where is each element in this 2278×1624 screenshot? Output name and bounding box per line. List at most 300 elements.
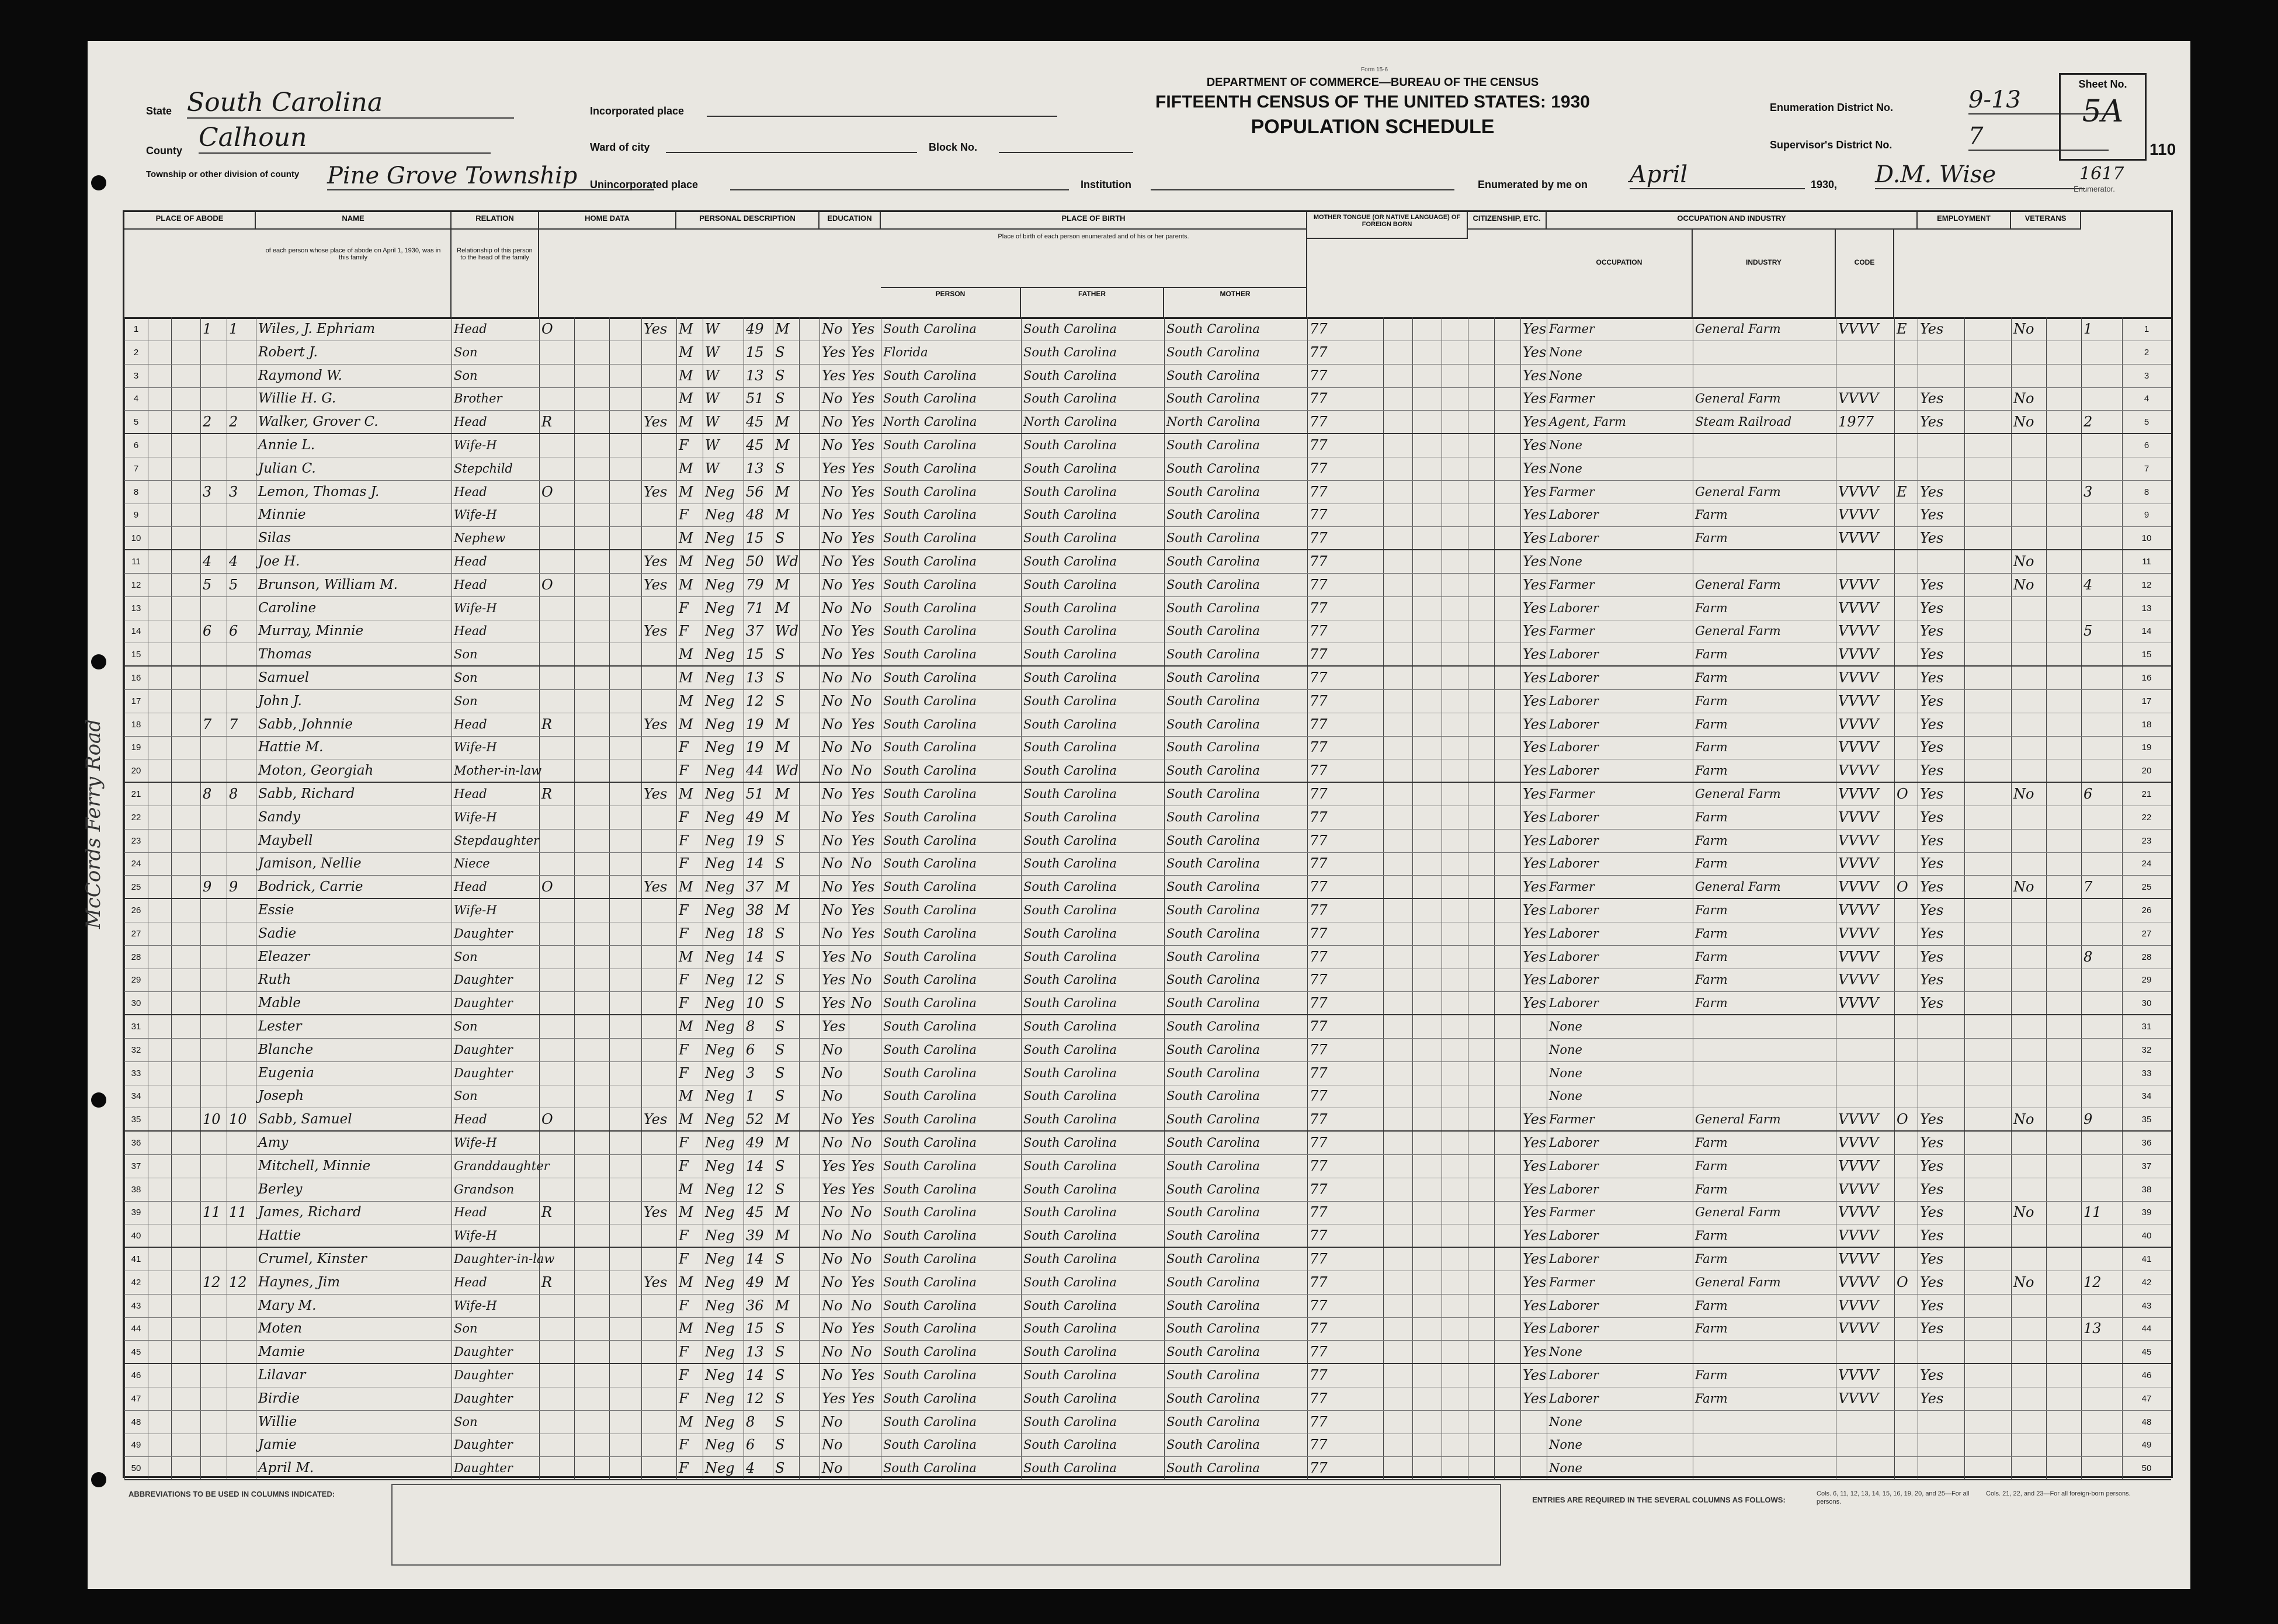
cell-age: 79 xyxy=(746,576,764,593)
cell-code: VVVV xyxy=(1838,1390,1879,1407)
cell-radio xyxy=(609,1108,641,1132)
cell-codeB xyxy=(1412,1294,1442,1318)
cell-code xyxy=(1836,1061,1894,1085)
cell-val xyxy=(574,1131,609,1155)
cell-n: 1 xyxy=(133,324,139,334)
cell-codeA xyxy=(1383,643,1412,667)
cell-farm xyxy=(641,1084,676,1108)
cell-codeC xyxy=(1442,689,1468,713)
cell-imm xyxy=(1468,689,1494,713)
cell-st xyxy=(148,364,171,388)
cell-war xyxy=(2046,1061,2081,1085)
cell-fb: South Carolina xyxy=(1023,484,1117,499)
cell-race: Neg xyxy=(705,855,735,872)
cell-occ: Laborer xyxy=(1549,764,1599,778)
cell-tenure xyxy=(539,596,574,620)
cell-codeA xyxy=(1383,735,1412,759)
cell-nat xyxy=(1494,1294,1520,1318)
cell-codeC xyxy=(1442,898,1468,922)
cell-n2: 39 xyxy=(2141,1207,2152,1218)
cell-occ: Farmer xyxy=(1549,577,1595,592)
cell-radio xyxy=(609,689,641,713)
cell-codeC xyxy=(1442,666,1468,690)
cell-mar xyxy=(799,782,819,806)
cell-n2: 4 xyxy=(2144,394,2149,404)
cell-age: 45 xyxy=(746,1204,764,1221)
cell-rel: Son xyxy=(454,1321,478,1336)
cell-dw xyxy=(200,1084,227,1108)
cell-age: 36 xyxy=(746,1297,764,1314)
cell-war xyxy=(2046,480,2081,504)
table-row xyxy=(124,875,2171,899)
cell-farmno xyxy=(2081,1433,2122,1457)
cell-lnum2 xyxy=(1964,735,2011,759)
cell-read: Yes xyxy=(851,367,875,384)
cell-n2: 9 xyxy=(2144,510,2149,520)
cell-dw xyxy=(200,991,227,1015)
table-row xyxy=(124,666,2171,690)
cell-school: No xyxy=(822,1320,843,1337)
cell-st xyxy=(148,1084,171,1108)
cell-war xyxy=(2046,1154,2081,1178)
cell-val xyxy=(574,550,609,574)
cell-code: VVVV xyxy=(1838,390,1879,407)
cell-pb: South Carolina xyxy=(883,1321,977,1336)
cell-lnum2 xyxy=(1964,1015,2011,1039)
cell-mb: South Carolina xyxy=(1166,717,1260,731)
cell-age: 15 xyxy=(746,646,764,663)
table-row xyxy=(124,782,2171,806)
cell-codeB xyxy=(1412,666,1442,690)
cell-sex: M xyxy=(679,390,693,407)
cell-imm xyxy=(1468,1433,1494,1457)
cell-race: Neg xyxy=(705,971,735,988)
cell-mb: South Carolina xyxy=(1166,461,1260,476)
cell-val xyxy=(574,713,609,737)
cell-codeB xyxy=(1412,1154,1442,1178)
cell-school: Yes xyxy=(822,367,846,384)
cell-radio xyxy=(609,317,641,341)
cell-school: No xyxy=(822,692,843,709)
cell-codeA xyxy=(1383,1061,1412,1085)
cell-farm xyxy=(641,1433,676,1457)
cell-codeB xyxy=(1412,1061,1442,1085)
cell-occ: Laborer xyxy=(1549,949,1599,964)
cell-codeB xyxy=(1412,852,1442,876)
cell-nat xyxy=(1494,1224,1520,1248)
cell-fam xyxy=(227,1317,256,1341)
cell-sex: F xyxy=(679,1227,689,1244)
cell-cls xyxy=(1894,1363,1918,1387)
cell-fb: South Carolina xyxy=(1023,461,1117,476)
cell-n: 43 xyxy=(131,1300,141,1311)
cell-cls xyxy=(1894,573,1918,597)
cell-age: 37 xyxy=(746,879,764,896)
cell-vet xyxy=(2011,898,2046,922)
cell-codeC xyxy=(1442,1294,1468,1318)
cell-school: No xyxy=(822,1064,843,1081)
cell-pb: South Carolina xyxy=(883,1136,977,1150)
cell-mb: South Carolina xyxy=(1166,1298,1260,1313)
cell-n2: 37 xyxy=(2141,1161,2152,1171)
cell-imm xyxy=(1468,1317,1494,1341)
cell-fam xyxy=(227,898,256,922)
cell-lnum2 xyxy=(1964,596,2011,620)
cell-radio xyxy=(609,713,641,737)
cell-codeA xyxy=(1383,782,1412,806)
cell-race: Neg xyxy=(705,1157,735,1174)
cell-lang: 77 xyxy=(1310,530,1328,547)
cell-imm xyxy=(1468,1015,1494,1039)
cell-fb: South Carolina xyxy=(1023,1461,1117,1476)
table-row xyxy=(124,1178,2171,1202)
cell-st xyxy=(148,1456,171,1480)
cell-cls xyxy=(1894,596,1918,620)
cell-pb: South Carolina xyxy=(883,601,977,615)
cell-race: Neg xyxy=(705,1273,735,1290)
cell-fam xyxy=(227,1084,256,1108)
cell-ind: Farm xyxy=(1695,810,1728,824)
cell-n: 33 xyxy=(131,1068,141,1078)
table-row xyxy=(124,806,2171,830)
cell-name: Ruth xyxy=(258,972,291,988)
cell-hn xyxy=(171,829,200,853)
cell-age: 15 xyxy=(746,343,764,360)
cell-fb: South Carolina xyxy=(1023,345,1117,359)
cell-hn xyxy=(171,1131,200,1155)
cell-school: No xyxy=(822,786,843,802)
cell-school: No xyxy=(822,739,843,756)
cell-n: 34 xyxy=(131,1091,141,1102)
cell-fam xyxy=(227,1178,256,1202)
cell-imm xyxy=(1468,666,1494,690)
cell-n2: 2 xyxy=(2144,347,2149,358)
cell-occ: Laborer xyxy=(1549,531,1599,546)
cell-farmno xyxy=(2081,1061,2122,1085)
cell-imm xyxy=(1468,341,1494,365)
cell-radio xyxy=(609,619,641,643)
cell-farm: Yes xyxy=(644,576,668,593)
cell-age: 37 xyxy=(746,623,764,640)
cell-farmno xyxy=(2081,364,2122,388)
cell-pb: South Carolina xyxy=(883,740,977,755)
cell-codeB xyxy=(1412,1340,1442,1364)
cell-nat xyxy=(1494,1038,1520,1062)
cell-hn xyxy=(171,410,200,434)
cell-codeC xyxy=(1442,1271,1468,1295)
cell-race: Neg xyxy=(705,1227,735,1244)
cell-race: Neg xyxy=(705,948,735,965)
cell-st xyxy=(148,387,171,411)
cell-radio xyxy=(609,341,641,365)
cell-eng: Yes xyxy=(1523,1227,1547,1244)
cell-n: 39 xyxy=(131,1207,141,1218)
cell-tenure xyxy=(539,1154,574,1178)
cell-fam xyxy=(227,1224,256,1248)
cell-race: Neg xyxy=(705,646,735,663)
cell-cls xyxy=(1894,806,1918,830)
cell-codeA xyxy=(1383,713,1412,737)
cell-lang: 77 xyxy=(1310,669,1328,686)
cell-radio xyxy=(609,1178,641,1202)
cell-dw xyxy=(200,1038,227,1062)
cell-ind xyxy=(1693,433,1836,457)
cell-farm xyxy=(641,968,676,992)
cell-mar xyxy=(799,1410,819,1434)
cell-ms: M xyxy=(775,1273,790,1290)
cell-farmno xyxy=(2081,1154,2122,1178)
cell-race: Neg xyxy=(705,902,735,918)
cell-radio xyxy=(609,1200,641,1224)
cell-nat xyxy=(1494,852,1520,876)
cell-val xyxy=(574,341,609,365)
cell-radio xyxy=(609,596,641,620)
table-row xyxy=(124,1084,2171,1108)
cell-fam xyxy=(227,1456,256,1480)
cell-war xyxy=(2046,898,2081,922)
cell-fb: South Carolina xyxy=(1023,508,1117,522)
cell-hn xyxy=(171,433,200,457)
cell-code: 1977 xyxy=(1838,414,1874,431)
cell-ms: M xyxy=(775,321,790,337)
cell-codeC xyxy=(1442,782,1468,806)
cell-tenure xyxy=(539,503,574,527)
cell-cls xyxy=(1894,968,1918,992)
table-row xyxy=(124,945,2171,969)
cell-name: Maybell xyxy=(258,832,313,848)
cell-mar xyxy=(799,480,819,504)
cell-ms: Wd xyxy=(775,762,799,779)
cell-imm xyxy=(1468,991,1494,1015)
cell-name: Sabb, Samuel xyxy=(258,1112,352,1127)
cell-occ: Farmer xyxy=(1549,484,1595,499)
cell-ms: S xyxy=(775,1390,785,1407)
cell-code: VVVV xyxy=(1838,1134,1879,1151)
cell-farmno: 13 xyxy=(2083,1320,2102,1337)
cell-st xyxy=(148,991,171,1015)
cell-war xyxy=(2046,433,2081,457)
cell-pb: South Carolina xyxy=(883,949,977,964)
cell-race: Neg xyxy=(705,692,735,709)
cell-st xyxy=(148,1131,171,1155)
cell-cls: E xyxy=(1897,321,1907,337)
cell-nat xyxy=(1494,317,1520,341)
cell-tenure xyxy=(539,922,574,946)
cell-n2: 34 xyxy=(2141,1091,2152,1102)
cell-read: No xyxy=(851,1251,872,1267)
cell-lnum2 xyxy=(1964,643,2011,667)
cell-codeB xyxy=(1412,1271,1442,1295)
cell-war xyxy=(2046,968,2081,992)
cell-code xyxy=(1836,1410,1894,1434)
cell-hn xyxy=(171,619,200,643)
cell-ind: General Farm xyxy=(1695,1112,1781,1127)
cell-emp: Yes xyxy=(1920,971,1944,988)
cell-vet xyxy=(2011,1456,2046,1480)
cell-eng: Yes xyxy=(1523,599,1547,616)
cell-pb: South Carolina xyxy=(883,787,977,801)
cell-dw xyxy=(200,1247,227,1271)
cell-radio xyxy=(609,503,641,527)
cell-sex: F xyxy=(679,832,689,849)
cell-occ: Laborer xyxy=(1549,1391,1599,1406)
cell-ind xyxy=(1693,364,1836,388)
cell-age: 8 xyxy=(746,1413,755,1430)
cell-farmno xyxy=(2081,1015,2122,1039)
cell-farm xyxy=(641,1317,676,1341)
cell-st xyxy=(148,1317,171,1341)
cell-rel: Son xyxy=(454,1089,478,1104)
cell-cls xyxy=(1894,619,1918,643)
cell-radio xyxy=(609,643,641,667)
cell-mb: South Carolina xyxy=(1166,880,1260,894)
cell-nat xyxy=(1494,945,1520,969)
cell-nat xyxy=(1494,991,1520,1015)
cell-rel: Head xyxy=(454,624,487,639)
cell-val xyxy=(574,1108,609,1132)
cell-n2: 7 xyxy=(2144,463,2149,474)
cell-occ: Agent, Farm xyxy=(1549,415,1626,429)
cell-vet xyxy=(2011,1363,2046,1387)
cell-age: 13 xyxy=(746,460,764,477)
cell-n2: 25 xyxy=(2141,882,2152,893)
cell-school: No xyxy=(822,1344,843,1361)
cell-age: 18 xyxy=(746,925,764,942)
cell-hn xyxy=(171,317,200,341)
cell-hn xyxy=(171,875,200,899)
cell-n: 44 xyxy=(131,1324,141,1334)
cell-lnum2 xyxy=(1964,410,2011,434)
cell-farmno xyxy=(2081,503,2122,527)
cell-mar xyxy=(799,643,819,667)
cell-vet xyxy=(2011,1084,2046,1108)
cell-race: Neg xyxy=(705,1320,735,1337)
cell-farm xyxy=(641,1131,676,1155)
cell-ind xyxy=(1693,457,1836,481)
cell-farm xyxy=(641,503,676,527)
cell-mb: South Carolina xyxy=(1166,1252,1260,1266)
cell-read: Yes xyxy=(851,1320,875,1337)
cell-age: 13 xyxy=(746,367,764,384)
cell-eng: Yes xyxy=(1523,739,1547,756)
cell-hn xyxy=(171,735,200,759)
cell-codeC xyxy=(1442,410,1468,434)
cell-tenure xyxy=(539,1061,574,1085)
table-row xyxy=(124,457,2171,481)
cell-codeC xyxy=(1442,1178,1468,1202)
cell-war xyxy=(2046,1363,2081,1387)
cell-tenure xyxy=(539,945,574,969)
cell-rel: Head xyxy=(454,717,487,731)
cell-farm xyxy=(641,1038,676,1062)
cell-ms: M xyxy=(775,437,790,453)
cell-codeA xyxy=(1383,945,1412,969)
cell-cls xyxy=(1894,1038,1918,1062)
cell-emp: Yes xyxy=(1920,808,1944,825)
cell-vet: No xyxy=(2013,414,2034,431)
cell-codeB xyxy=(1412,945,1442,969)
cell-sex: M xyxy=(679,1018,693,1035)
cell-val xyxy=(574,433,609,457)
cell-war xyxy=(2046,1410,2081,1434)
cell-age: 49 xyxy=(746,1273,764,1290)
punch-hole xyxy=(91,654,106,669)
cell-read: Yes xyxy=(851,553,875,570)
cell-codeC xyxy=(1442,1131,1468,1155)
cell-cls xyxy=(1894,759,1918,783)
cell-pb: South Carolina xyxy=(883,1042,977,1057)
cell-vet: No xyxy=(2013,786,2034,802)
occupation-column: OCCUPATION xyxy=(1547,230,1693,317)
cell-cls xyxy=(1894,1015,1918,1039)
cell-ms: Wd xyxy=(775,553,799,570)
cell-val xyxy=(574,875,609,899)
cell-lang: 77 xyxy=(1310,553,1328,570)
cell-farm: Yes xyxy=(644,483,668,500)
cell-rel: Daughter xyxy=(454,1368,513,1382)
cell-sex: M xyxy=(679,367,693,384)
cell-rel: Son xyxy=(454,368,478,383)
cell-age: 15 xyxy=(746,530,764,547)
cell-farm xyxy=(641,759,676,783)
cell-tenure: O xyxy=(541,1111,553,1128)
cell-school: No xyxy=(822,321,843,337)
cell-codeC xyxy=(1442,550,1468,574)
cell-dw xyxy=(200,457,227,481)
cell-sex: M xyxy=(679,948,693,965)
cell-st xyxy=(148,1015,171,1039)
cell-val xyxy=(574,1456,609,1480)
cell-pb: South Carolina xyxy=(883,717,977,731)
cell-school: No xyxy=(822,1227,843,1244)
cell-occ: Laborer xyxy=(1549,1298,1599,1313)
cell-pb: South Carolina xyxy=(883,810,977,824)
cell-lang: 77 xyxy=(1310,460,1328,477)
cell-hn xyxy=(171,1340,200,1364)
cell-sex: F xyxy=(679,995,689,1012)
cell-mar xyxy=(799,619,819,643)
cell-mb: South Carolina xyxy=(1166,1229,1260,1243)
cell-name: Hattie M. xyxy=(258,740,324,755)
cell-tenure xyxy=(539,643,574,667)
cell-cls xyxy=(1894,1084,1918,1108)
cell-lnum2 xyxy=(1964,759,2011,783)
cell-hn xyxy=(171,1271,200,1295)
cell-val xyxy=(574,643,609,667)
cell-emp: Yes xyxy=(1920,786,1944,802)
cell-st xyxy=(148,1061,171,1085)
cell-dw: 6 xyxy=(203,623,212,640)
cell-eng: Yes xyxy=(1523,343,1547,360)
cell-lang: 77 xyxy=(1310,1344,1328,1361)
cell-codeA xyxy=(1383,875,1412,899)
cell-ind: General Farm xyxy=(1695,391,1781,406)
cell-farm xyxy=(641,1061,676,1085)
cell-war xyxy=(2046,735,2081,759)
cell-occ: Farmer xyxy=(1549,624,1595,639)
cell-farmno xyxy=(2081,1247,2122,1271)
group-relation: RELATION xyxy=(452,212,539,230)
cell-farmno xyxy=(2081,643,2122,667)
cell-imm xyxy=(1468,1108,1494,1132)
cell-codeC xyxy=(1442,1317,1468,1341)
cell-fb: South Carolina xyxy=(1023,1112,1117,1127)
cell-pb: South Carolina xyxy=(883,764,977,778)
cell-read: Yes xyxy=(851,1367,875,1383)
cell-vet xyxy=(2011,1433,2046,1457)
cell-emp: Yes xyxy=(1920,576,1944,593)
cell-n2: 32 xyxy=(2141,1045,2152,1055)
